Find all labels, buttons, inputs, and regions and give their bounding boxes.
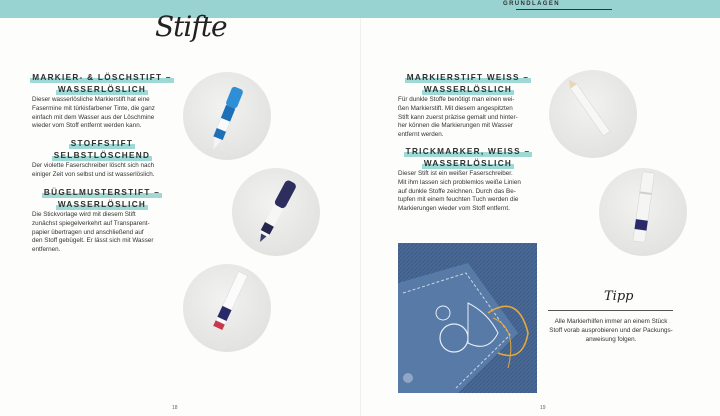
heading-fabric-pen	[30, 138, 174, 162]
text-line: her können die Markierungen mit Wasser	[398, 122, 513, 130]
text-line: Stoff vorab ausprobieren und der Packungs-	[549, 326, 673, 334]
white-pencil-photo	[549, 70, 637, 158]
text-line: zunächst spiegelverkehrt auf Transparent-	[32, 219, 150, 227]
text-marker-erase-pen	[32, 96, 182, 131]
white-pencil-icon	[549, 70, 637, 158]
text-line: Markierungen wieder vom Stoff entfernt.	[398, 205, 510, 213]
embroidered-denim-collar-photo	[398, 243, 537, 393]
heading-line: SELBSTLÖSCHEND	[53, 151, 151, 160]
page-number-left: 18	[172, 405, 178, 411]
heading-marker-erase-pen	[30, 72, 174, 96]
transfer-pen-icon	[183, 264, 271, 352]
denim-collar-image	[398, 243, 537, 393]
pen-barrel	[259, 204, 283, 237]
blue-marker-pen-icon	[183, 72, 271, 160]
page-number-right: 19	[540, 405, 546, 411]
text-line: Der violette Faserschreiber löscht sich nach	[32, 162, 155, 169]
shirt-button	[403, 373, 413, 383]
text-line: entfernt werden.	[398, 131, 444, 139]
heading-line: WASSERLÖSLICH	[57, 85, 147, 94]
heading-line: BÜGELMUSTERSTIFT –	[43, 188, 161, 197]
text-line: einfach mit dem Wasser aus der Löschmine	[32, 113, 155, 121]
text-line: anweisung folgen.	[585, 335, 637, 343]
text-line: Dieser wasserlösliche Markierstift hat eine	[32, 96, 150, 103]
text-line: auf dunkle Stoffe zeichnen. Durch das Be-	[398, 187, 516, 195]
heading-line: WASSERLÖSLICH	[57, 200, 147, 209]
text-line: wieder vom Stoff entfernt werden kann.	[32, 122, 142, 130]
text-line: entfernen.	[32, 246, 61, 254]
text-line: tupfen mit einem feuchten Tuch werden die	[398, 196, 519, 204]
marker-label	[635, 219, 648, 231]
text-line: Mit ihm lassen sich problemlos weiße Linien	[398, 178, 521, 186]
text-line: Dieser Stift ist ein weißer Faserschreiber.	[398, 170, 513, 177]
text-line: Die Stickvorlage wird mit diesem Stift	[32, 211, 136, 218]
heading-line: TRICKMARKER, WEISS –	[405, 147, 531, 156]
text-line: Alle Markierhilfen immer an einem Stück	[554, 318, 668, 325]
page-title: Stifte	[155, 10, 227, 43]
heading-line: WASSERLÖSLICH	[423, 85, 513, 94]
top-color-band	[0, 0, 720, 18]
heading-line: MARKIERSTIFT WEISS –	[406, 73, 530, 82]
white-marker-photo	[599, 168, 687, 256]
text-line: den Stoff gebügelt. Er lässt sich mit Wasser	[32, 237, 154, 245]
text-line: papier übertragen und anschließend auf	[32, 228, 144, 236]
section-rule	[516, 9, 612, 10]
pen-cap	[274, 179, 298, 209]
marker-body	[633, 172, 655, 243]
pencil-body	[570, 84, 610, 136]
text-line: ßen Markierstift. Mit diesem angespitzten	[398, 104, 513, 112]
tip-rule	[548, 310, 673, 311]
page-gutter	[360, 18, 361, 416]
transfer-pen-photo	[183, 264, 271, 352]
violet-fabric-pen-icon	[232, 168, 320, 256]
text-line: einiger Zeit von selbst und ist wasserlöslich.	[32, 170, 155, 178]
blue-marker-pen-photo	[183, 72, 271, 160]
text-transfer-pen	[32, 211, 182, 255]
tip-title: Tipp	[604, 289, 634, 304]
tip-text	[546, 318, 676, 344]
heading-line: WASSERLÖSLICH	[423, 159, 513, 168]
section-label: GRUNDLAGEN	[503, 1, 560, 7]
text-line: Stift kann zuerst präzise gemalt und hinter-	[398, 113, 518, 121]
heading-line: STOFFSTIFT	[70, 139, 134, 148]
pen-cap	[225, 86, 244, 109]
text-line: Für dunkle Stoffe benötigt man einen wei-	[398, 96, 515, 103]
text-white-pencil	[398, 96, 548, 140]
text-trick-marker	[398, 170, 548, 214]
text-line: Fasermine mit türkisfarbener Tinte, die ganz	[32, 104, 155, 112]
white-marker-icon	[599, 168, 687, 256]
violet-fabric-pen-photo	[232, 168, 320, 256]
heading-white-pencil	[398, 72, 538, 96]
text-fabric-pen	[32, 162, 182, 180]
heading-trick-marker	[398, 146, 538, 170]
heading-transfer-pen	[30, 187, 174, 211]
heading-line: MARKIER- & LÖSCHSTIFT –	[32, 73, 172, 82]
